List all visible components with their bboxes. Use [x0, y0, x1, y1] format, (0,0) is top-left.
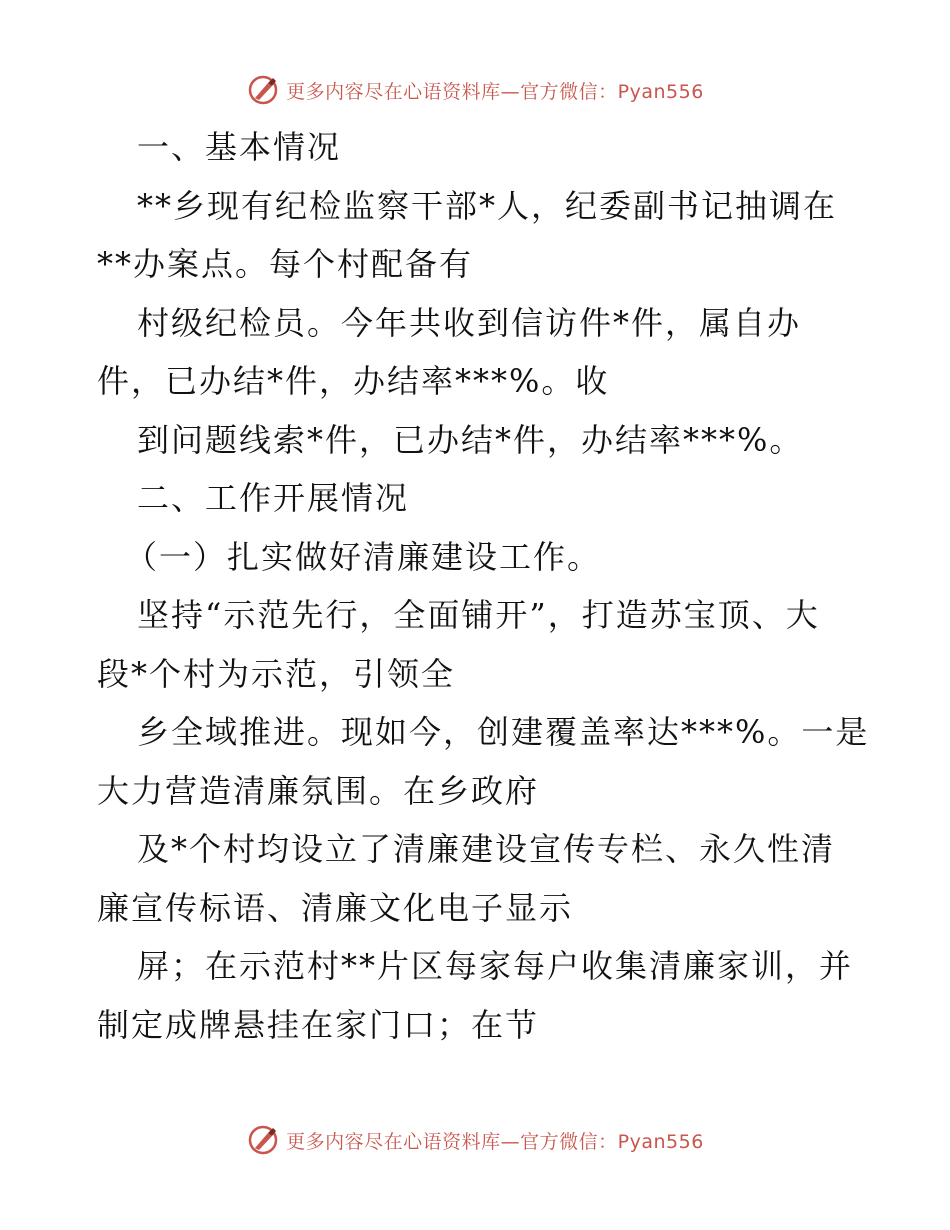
text-line: 坚持“示范先行，全面铺开”，打造苏宝顶、大 [137, 596, 820, 634]
pen-logo-icon [246, 1123, 280, 1157]
text-line: 村级纪检员。今年共收到信访件*件，属自办 [137, 304, 802, 342]
text-line: 一、基本情况 [137, 128, 342, 166]
text-line: 及*个村均设立了清廉建设宣传专栏、永久性清 [137, 830, 836, 868]
text-line: （一）扎实做好清廉建设工作。 [125, 538, 602, 576]
text-line: 段*个村为示范，引领全 [97, 655, 456, 693]
text-line: 大力营造清廉氛围。在乡政府 [97, 772, 540, 810]
text-line: **办案点。每个村配备有 [97, 245, 474, 283]
footer-banner [0, 1120, 950, 1160]
text-line: 制定成牌悬挂在家门口；在节 [97, 1006, 540, 1044]
text-line: 廉宣传标语、清廉文化电子显示 [97, 889, 574, 927]
text-line: 屏；在示范村**片区每家每户收集清廉家训，并 [137, 947, 854, 985]
text-line: 件，已办结*件，办结率***%。收 [97, 362, 610, 400]
text-line: 二、工作开展情况 [137, 479, 410, 517]
header-banner-text: 更多内容尽在心语资料库—官方微信：Pyan556 [286, 80, 704, 103]
text-line: 到问题线索*件，已办结*件，办结率***%。 [137, 421, 804, 459]
text-line: 乡全域推进。现如今，创建覆盖率达***%。一是 [137, 713, 870, 751]
footer-banner-text: 更多内容尽在心语资料库—官方微信：Pyan556 [286, 1130, 704, 1153]
text-line: **乡现有纪检监察干部*人，纪委副书记抽调在 [137, 187, 838, 225]
